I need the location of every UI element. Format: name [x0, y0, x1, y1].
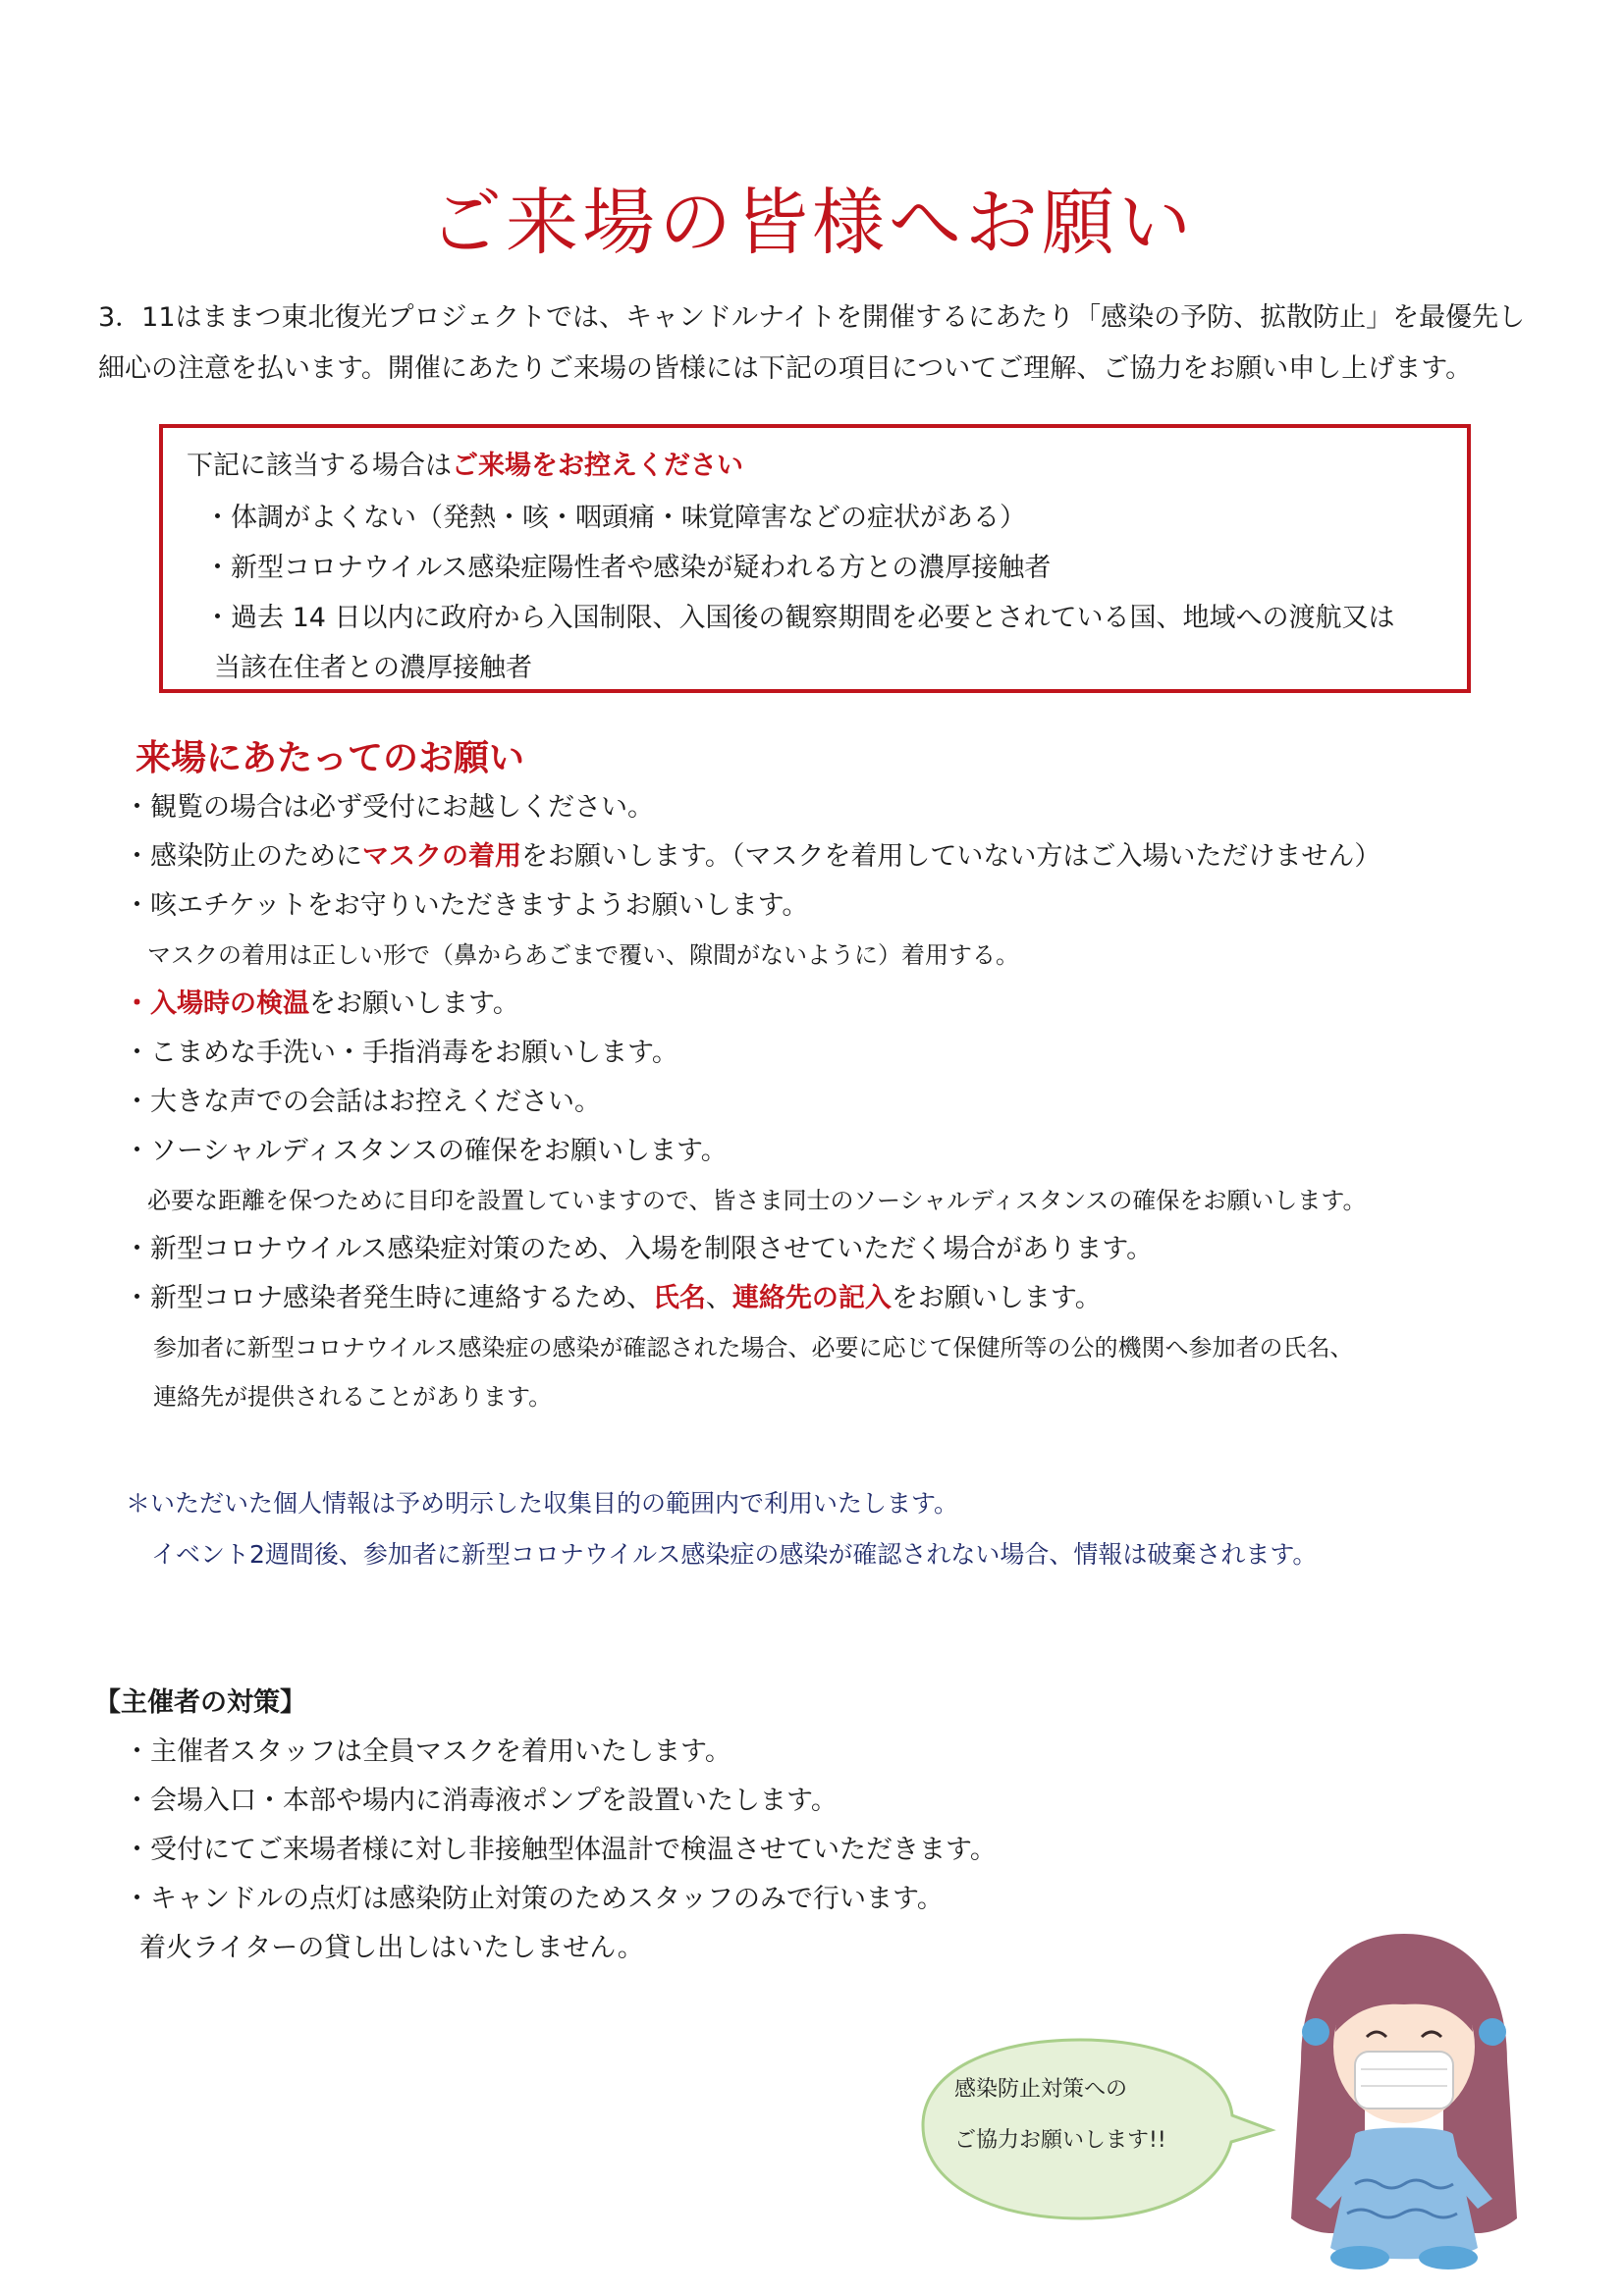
warning-lead: [187, 444, 743, 482]
request-item: [124, 1274, 1380, 1323]
organizer-item: ・キャンドルの点灯は感染防止対策のためスタッフのみで行います。: [124, 1884, 944, 1914]
request-subnote: 参加者に新型コロナウイルス感染症の感染が確認された場合、必要に応じて保健所等の公的機関へ参加者の氏名、: [153, 1334, 1354, 1362]
warning-item: ・過去 14 日以内に政府から入国制限、入国後の観察期間を必要とされている国、地域への渡航又は: [204, 603, 1395, 633]
organizer-list: [124, 1728, 997, 1973]
page-title: ご来場の皆様へお願い: [429, 180, 1195, 265]
request-emphasis: 氏名: [652, 1283, 706, 1313]
organizer-item-continuation: 着火ライターの貸し出しはいたしません。: [139, 1933, 644, 1963]
request-subnote: マスクの着用は正しい形で（鼻からあごまで覆い、隙間がないように）着用する。: [147, 941, 1019, 969]
organizer-item: ・会場入口・本部や場内に消毒液ポンプを設置いたします。: [124, 1786, 838, 1816]
request-text: ・新型コロナ感染者発生時に連絡するため、: [124, 1283, 653, 1313]
request-item: ・新型コロナウイルス感染症対策のため、入場を制限させていただく場合があります。: [124, 1234, 1154, 1264]
request-item: [124, 980, 1380, 1029]
masked-girl-illustration: [1257, 1924, 1551, 2277]
warning-list: [204, 493, 1395, 693]
warning-item-continuation: 当該在住者との濃厚接触者: [214, 653, 532, 683]
request-item: [124, 832, 1380, 881]
request-bullet: ・: [124, 988, 150, 1019]
intro-line-1: 3．11はままつ東北復光プロジェクトでは、キャンドルナイトを開催するにあたり「感染の予防、拡散防止」を最優先し: [98, 302, 1526, 333]
request-subnote: 必要な距離を保つために目印を設置していますので、皆さま同士のソーシャルディスタンスの確保をお願いします。: [147, 1187, 1367, 1214]
request-emphasis: 入場時の検温: [150, 988, 309, 1019]
organizer-item: ・主催者スタッフは全員マスクを着用いたします。: [124, 1736, 731, 1767]
request-emphasis: 連絡先の記入: [731, 1283, 892, 1313]
request-subnote: 連絡先が提供されることがあります。: [153, 1383, 553, 1411]
requests-list: [124, 783, 1380, 1421]
request-text: をお願いします。（マスクを着用していない方はご入場いただけません）: [521, 841, 1381, 872]
organizer-item: ・受付にてご来場者様に対し非接触型体温計で検温させていただきます。: [124, 1835, 997, 1865]
speech-bubble-text: [954, 2064, 1166, 2166]
warning-lead-emphasis: ご来場をお控えください: [452, 451, 743, 481]
warning-box: [159, 424, 1471, 693]
privacy-note-line-2: イベント2週間後、参加者に新型コロナウイルス感染症の感染が確認されない場合、情報は破棄されます。: [151, 1540, 1318, 1569]
privacy-note-line-1: ＊いただいた個人情報は予め明示した収集目的の範囲内で利用いたします。: [126, 1489, 959, 1518]
privacy-note: [126, 1478, 1317, 1580]
speech-bubble-line-1: 感染防止対策への: [954, 2077, 1128, 2102]
speech-bubble-line-2: ご協力お願いします!!: [954, 2128, 1166, 2153]
request-item: ・ソーシャルディスタンスの確保をお願いします。: [124, 1136, 728, 1166]
request-text: をお願いします。: [309, 988, 519, 1019]
requests-heading: 来場にあたってのお願い: [135, 738, 525, 778]
request-text: 、: [705, 1283, 732, 1313]
request-item: ・大きな声での会話はお控えください。: [124, 1087, 601, 1117]
intro-line-2: 細心の注意を払います。開催にあたりご来場の皆様には下記の項目についてご理解、ご協力をお願い申し上げます。: [98, 353, 1473, 384]
request-item: ・咳エチケットをお守りいただきますようお願いします。: [124, 890, 809, 921]
warning-lead-text: 下記に該当する場合は: [187, 451, 452, 481]
request-item: ・観覧の場合は必ず受付にお越しください。: [124, 792, 654, 823]
request-text: ・感染防止のために: [124, 841, 362, 872]
request-emphasis: マスクの着用: [362, 841, 521, 872]
warning-item: ・新型コロナウイルス感染症陽性者や感染が疑われる方との濃厚接触者: [204, 553, 1052, 583]
request-text: をお願いします。: [891, 1283, 1102, 1313]
organizer-heading: 【主催者の対策】: [94, 1687, 306, 1718]
intro-paragraph: [98, 293, 1561, 395]
warning-item: ・体調がよくない（発熱・咳・咽頭痛・味覚障害などの症状がある）: [204, 503, 1026, 533]
request-item: ・こまめな手洗い・手指消毒をお願いします。: [124, 1038, 678, 1068]
